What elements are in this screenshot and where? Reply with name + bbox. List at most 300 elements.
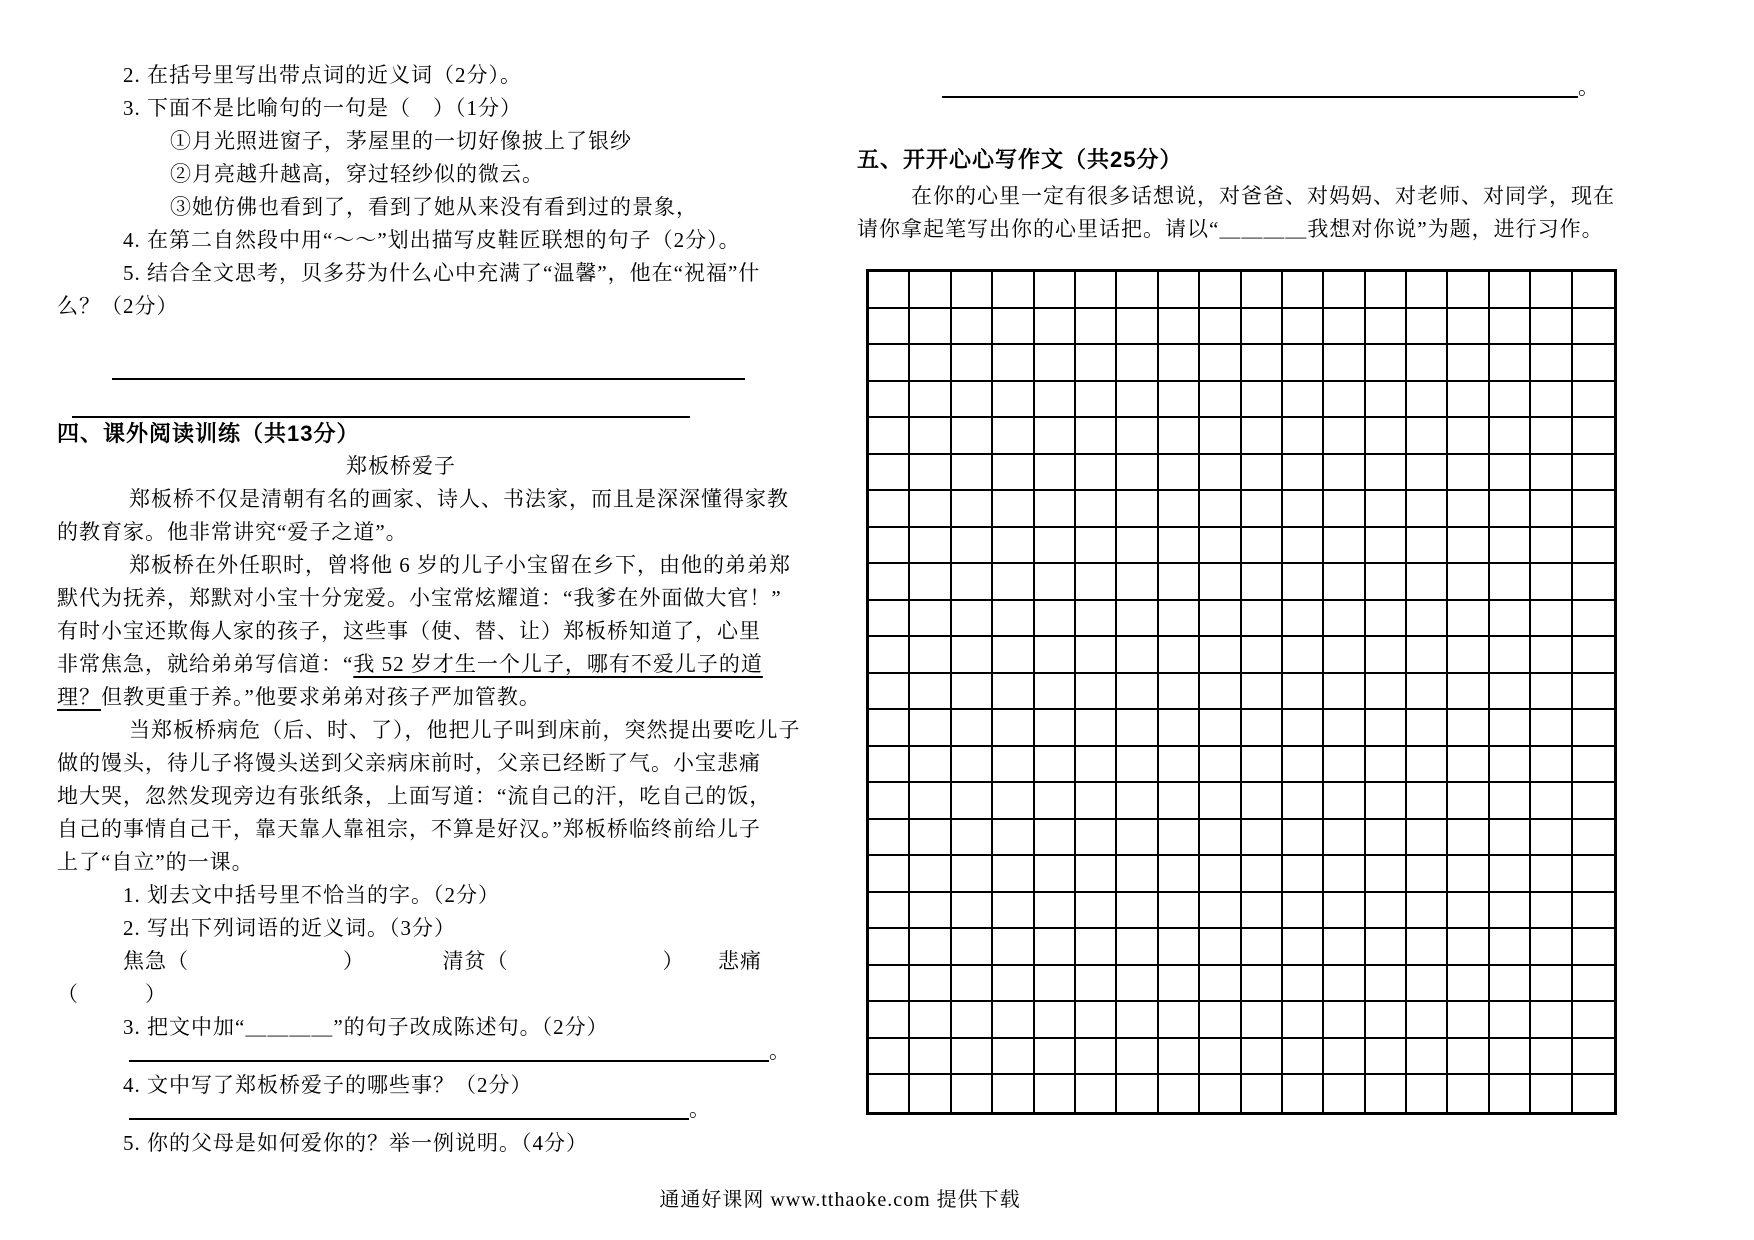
grid-cell: [910, 637, 951, 674]
grid-cell: [1324, 601, 1365, 638]
essay-instructions-line: 请你拿起笔写出你的心里话把。请以“＿＿＿＿我想对你说”为题，进行习作。: [857, 217, 1604, 241]
grid-cell: [1117, 345, 1158, 382]
grid-cell: [1448, 856, 1489, 893]
passage-line: [57, 684, 541, 711]
grid-cell: [1366, 418, 1407, 455]
grid-cell: [910, 601, 951, 638]
grid-cell: [1117, 1039, 1158, 1076]
grid-cell: [1283, 674, 1324, 711]
passage-line: 郑板桥不仅是清朝有名的画家、诗人、书法家，而且是深深懂得家教: [129, 487, 789, 511]
grid-cell: [1448, 564, 1489, 601]
grid-cell: [1531, 418, 1572, 455]
grid-cell: [1117, 820, 1158, 857]
grid-cell: [1117, 674, 1158, 711]
grid-cell: [1076, 528, 1117, 565]
grid-cell: [1407, 345, 1448, 382]
grid-cell: [1324, 455, 1365, 492]
grid-cell: [1159, 710, 1200, 747]
grid-cell: [869, 783, 910, 820]
passage-line: 上了“自立”的一课。: [57, 850, 254, 874]
grid-cell: [1117, 272, 1158, 309]
grid-cell: [1283, 564, 1324, 601]
grid-cell: [993, 820, 1034, 857]
grid-cell: [1035, 418, 1076, 455]
grid-cell: [952, 966, 993, 1003]
grid-cell: [1242, 455, 1283, 492]
grid-cell: [910, 455, 951, 492]
grid-cell: [910, 1039, 951, 1076]
grid-cell: [869, 674, 910, 711]
passage-text: 非常焦急，就给弟弟写信道：“: [57, 652, 354, 676]
grid-cell: [1159, 893, 1200, 930]
grid-cell: [1159, 637, 1200, 674]
grid-cell: [1448, 272, 1489, 309]
grid-cell: [1490, 1002, 1531, 1039]
grid-cell: [993, 309, 1034, 346]
grid-cell: [1076, 1039, 1117, 1076]
grid-cell: [1035, 601, 1076, 638]
grid-cell: [1242, 1039, 1283, 1076]
grid-cell: [910, 966, 951, 1003]
grid-cell: [1366, 783, 1407, 820]
grid-cell: [1283, 820, 1324, 857]
grid-cell: [1200, 1075, 1241, 1112]
grid-cell: [1448, 382, 1489, 419]
period-mark: 。: [1578, 75, 1599, 99]
grid-cell: [1035, 783, 1076, 820]
grid-cell: [1324, 637, 1365, 674]
grid-cell: [1448, 1002, 1489, 1039]
grid-cell: [1283, 345, 1324, 382]
grid-cell: [1242, 1002, 1283, 1039]
grid-cell: [1159, 1002, 1200, 1039]
grid-cell: [1035, 856, 1076, 893]
grid-cell: [1159, 1039, 1200, 1076]
grid-cell: [1076, 491, 1117, 528]
grid-cell: [1076, 856, 1117, 893]
grid-cell: [1200, 783, 1241, 820]
grid-cell: [993, 637, 1034, 674]
grid-cell: [1283, 382, 1324, 419]
grid-cell: [1573, 345, 1614, 382]
reading-question-5: 5. 你的父母是如何爱你的？举一例说明。（4分）: [123, 1131, 588, 1155]
grid-cell: [1324, 528, 1365, 565]
period-mark: 。: [689, 1097, 710, 1121]
grid-cell: [1324, 820, 1365, 857]
grid-cell: [910, 1075, 951, 1112]
grid-cell: [1283, 893, 1324, 930]
answer-blank-line: [72, 396, 690, 418]
grid-cell: [1448, 783, 1489, 820]
grid-cell: [910, 747, 951, 784]
grid-cell: [1324, 893, 1365, 930]
grid-cell: [1448, 1039, 1489, 1076]
grid-cell: [1573, 382, 1614, 419]
grid-cell: [1035, 747, 1076, 784]
grid-cell: [1366, 1075, 1407, 1112]
grid-cell: [1490, 893, 1531, 930]
grid-cell: [1117, 966, 1158, 1003]
grid-cell: [1448, 929, 1489, 966]
grid-cell: [869, 309, 910, 346]
grid-cell: [910, 674, 951, 711]
grid-cell: [993, 929, 1034, 966]
grid-cell: [1200, 710, 1241, 747]
grid-cell: [1531, 1039, 1572, 1076]
grid-cell: [1200, 382, 1241, 419]
grid-cell: [1200, 929, 1241, 966]
grid-cell: [1490, 272, 1531, 309]
grid-cell: [869, 528, 910, 565]
grid-cell: [952, 1002, 993, 1039]
passage-line: 默代为抚养，郑默对小宝十分宠爱。小宝常炫耀道：“我爹在外面做大官！”: [57, 586, 782, 610]
grid-cell: [1076, 966, 1117, 1003]
grid-cell: [1407, 309, 1448, 346]
grid-cell: [869, 966, 910, 1003]
grid-cell: [1573, 309, 1614, 346]
grid-cell: [1242, 637, 1283, 674]
grid-cell: [1324, 418, 1365, 455]
grid-cell: [952, 856, 993, 893]
grid-cell: [1159, 747, 1200, 784]
passage-line: 地大哭，忽然发现旁边有张纸条，上面写道：“流自己的汗，吃自己的饭，: [57, 784, 772, 808]
grid-cell: [869, 601, 910, 638]
grid-cell: [1407, 637, 1448, 674]
grid-cell: [1117, 528, 1158, 565]
grid-cell: [1159, 929, 1200, 966]
grid-cell: [1324, 710, 1365, 747]
grid-cell: [1490, 783, 1531, 820]
grid-cell: [1076, 382, 1117, 419]
grid-cell: [1366, 382, 1407, 419]
grid-cell: [1200, 272, 1241, 309]
grid-cell: [1407, 491, 1448, 528]
grid-cell: [1448, 418, 1489, 455]
grid-cell: [910, 528, 951, 565]
grid-cell: [1283, 966, 1324, 1003]
grid-cell: [993, 345, 1034, 382]
grid-cell: [1366, 1039, 1407, 1076]
grid-cell: [1407, 1002, 1448, 1039]
grid-cell: [1531, 345, 1572, 382]
grid-cell: [1200, 820, 1241, 857]
grid-cell: [1573, 783, 1614, 820]
underlined-passage-text: 理？: [57, 685, 101, 709]
grid-cell: [1159, 1075, 1200, 1112]
grid-cell: [1324, 1002, 1365, 1039]
grid-cell: [1324, 929, 1365, 966]
grid-cell: [1531, 747, 1572, 784]
passage-line: 郑板桥在外任职时，曾将他 6 岁的儿子小宝留在乡下，由他的弟弟郑: [129, 553, 791, 577]
grid-cell: [1531, 929, 1572, 966]
grid-cell: [1573, 929, 1614, 966]
grid-cell: [952, 491, 993, 528]
grid-cell: [1366, 966, 1407, 1003]
grid-cell: [1490, 564, 1531, 601]
grid-cell: [1366, 345, 1407, 382]
essay-grid: [866, 269, 1617, 1115]
grid-cell: [952, 564, 993, 601]
grid-cell: [1531, 710, 1572, 747]
grid-cell: [1573, 491, 1614, 528]
grid-cell: [1242, 710, 1283, 747]
grid-cell: [1573, 528, 1614, 565]
grid-cell: [1407, 674, 1448, 711]
grid-cell: [1283, 856, 1324, 893]
grid-cell: [1407, 820, 1448, 857]
grid-cell: [1531, 564, 1572, 601]
grid-cell: [1035, 564, 1076, 601]
grid-cell: [1283, 1002, 1324, 1039]
grid-cell: [1076, 1075, 1117, 1112]
grid-cell: [1242, 929, 1283, 966]
question-2-line: 2. 在括号里写出带点词的近义词（2分）。: [123, 63, 522, 87]
grid-cell: [1200, 564, 1241, 601]
grid-cell: [1159, 528, 1200, 565]
grid-cell: [1366, 710, 1407, 747]
grid-cell: [1573, 601, 1614, 638]
grid-cell: [1407, 418, 1448, 455]
grid-cell: [1490, 1075, 1531, 1112]
grid-cell: [1117, 856, 1158, 893]
grid-cell: [1490, 345, 1531, 382]
grid-cell: [1283, 1075, 1324, 1112]
grid-cell: [1407, 1039, 1448, 1076]
grid-cell: [1117, 710, 1158, 747]
grid-cell: [1117, 747, 1158, 784]
answer-blank-line: [129, 1098, 710, 1120]
grid-cell: [1448, 893, 1489, 930]
synonym-blanks-line: 焦急（ ） 清贫（ ） 悲痛: [123, 949, 762, 973]
grid-cell: [1159, 966, 1200, 1003]
grid-cell: [1035, 1002, 1076, 1039]
grid-cell: [1283, 455, 1324, 492]
grid-cell: [1076, 637, 1117, 674]
grid-cell: [1076, 1002, 1117, 1039]
grid-cell: [1490, 929, 1531, 966]
grid-cell: [1242, 491, 1283, 528]
grid-cell: [1242, 309, 1283, 346]
grid-cell: [952, 893, 993, 930]
grid-cell: [910, 382, 951, 419]
grid-cell: [1366, 893, 1407, 930]
section-4-heading: 四、课外阅读训练（共13分）: [57, 421, 360, 446]
grid-cell: [1448, 820, 1489, 857]
grid-cell: [952, 309, 993, 346]
grid-cell: [1573, 1075, 1614, 1112]
grid-cell: [1407, 601, 1448, 638]
grid-cell: [952, 418, 993, 455]
grid-cell: [1324, 966, 1365, 1003]
grid-cell: [1531, 272, 1572, 309]
grid-cell: [1242, 272, 1283, 309]
grid-cell: [869, 418, 910, 455]
option-line-1: ①月光照进窗子，茅屋里的一切好像披上了银纱: [170, 129, 632, 153]
grid-cell: [993, 1002, 1034, 1039]
grid-cell: [1366, 272, 1407, 309]
passage-line: [57, 651, 763, 678]
grid-cell: [1490, 820, 1531, 857]
grid-cell: [1573, 674, 1614, 711]
grid-cell: [1531, 893, 1572, 930]
grid-cell: [1573, 637, 1614, 674]
grid-cell: [952, 929, 993, 966]
grid-cell: [910, 893, 951, 930]
grid-cell: [993, 418, 1034, 455]
grid-cell: [869, 345, 910, 382]
grid-cell: [1035, 966, 1076, 1003]
grid-cell: [1035, 674, 1076, 711]
grid-cell: [1448, 966, 1489, 1003]
grid-cell: [1035, 929, 1076, 966]
grid-cell: [1490, 637, 1531, 674]
grid-cell: [1407, 1075, 1448, 1112]
grid-cell: [1490, 966, 1531, 1003]
grid-cell: [1076, 929, 1117, 966]
grid-cell: [1117, 455, 1158, 492]
grid-cell: [1490, 382, 1531, 419]
grid-cell: [1159, 382, 1200, 419]
grid-cell: [1200, 747, 1241, 784]
grid-cell: [1283, 418, 1324, 455]
grid-cell: [1117, 601, 1158, 638]
grid-cell: [1366, 820, 1407, 857]
grid-cell: [1531, 637, 1572, 674]
grid-cell: [1531, 1075, 1572, 1112]
synonym-blanks-line2: （ ）: [57, 982, 167, 1006]
grid-cell: [1324, 783, 1365, 820]
grid-cell: [1159, 491, 1200, 528]
grid-cell: [1531, 820, 1572, 857]
grid-cell: [869, 1075, 910, 1112]
grid-cell: [869, 564, 910, 601]
grid-cell: [1531, 528, 1572, 565]
grid-cell: [1035, 637, 1076, 674]
grid-cell: [1407, 929, 1448, 966]
grid-cell: [1076, 345, 1117, 382]
grid-cell: [1407, 710, 1448, 747]
question-5-line2: 么？（2分）: [57, 294, 179, 318]
grid-cell: [910, 272, 951, 309]
grid-cell: [952, 272, 993, 309]
grid-cell: [993, 710, 1034, 747]
grid-cell: [1117, 893, 1158, 930]
grid-cell: [952, 528, 993, 565]
grid-cell: [1531, 491, 1572, 528]
grid-cell: [1366, 637, 1407, 674]
grid-cell: [1283, 1039, 1324, 1076]
grid-cell: [1324, 1075, 1365, 1112]
grid-cell: [1448, 455, 1489, 492]
grid-cell: [993, 856, 1034, 893]
grid-cell: [1242, 601, 1283, 638]
grid-cell: [1573, 893, 1614, 930]
reading-question-1: 1. 划去文中括号里不恰当的字。（2分）: [123, 883, 500, 907]
grid-cell: [1242, 820, 1283, 857]
grid-cell: [1200, 309, 1241, 346]
grid-cell: [952, 747, 993, 784]
grid-cell: [1283, 491, 1324, 528]
grid-cell: [869, 820, 910, 857]
grid-cell: [993, 1039, 1034, 1076]
grid-cell: [1531, 1002, 1572, 1039]
grid-cell: [993, 491, 1034, 528]
grid-cell: [1200, 418, 1241, 455]
grid-cell: [1200, 893, 1241, 930]
grid-cell: [1283, 309, 1324, 346]
grid-cell: [869, 382, 910, 419]
grid-cell: [993, 455, 1034, 492]
grid-cell: [1035, 382, 1076, 419]
grid-cell: [1117, 1075, 1158, 1112]
grid-cell: [1448, 309, 1489, 346]
grid-cell: [1448, 528, 1489, 565]
grid-cell: [1076, 455, 1117, 492]
grid-cell: [1159, 601, 1200, 638]
grid-cell: [1283, 272, 1324, 309]
grid-cell: [1490, 747, 1531, 784]
grid-cell: [1448, 710, 1489, 747]
grid-cell: [1366, 856, 1407, 893]
grid-cell: [1076, 272, 1117, 309]
passage-title: 郑板桥爱子: [346, 454, 456, 478]
grid-cell: [1407, 856, 1448, 893]
grid-cell: [993, 893, 1034, 930]
grid-cell: [1242, 528, 1283, 565]
grid-cell: [952, 710, 993, 747]
grid-cell: [1573, 1039, 1614, 1076]
grid-cell: [952, 637, 993, 674]
grid-cell: [1324, 856, 1365, 893]
grid-cell: [1324, 674, 1365, 711]
grid-cell: [1117, 783, 1158, 820]
grid-cell: [1035, 710, 1076, 747]
grid-cell: [910, 710, 951, 747]
grid-cell: [869, 1002, 910, 1039]
grid-cell: [1490, 418, 1531, 455]
grid-cell: [1200, 345, 1241, 382]
grid-cell: [1035, 455, 1076, 492]
grid-cell: [1076, 418, 1117, 455]
grid-cell: [1490, 674, 1531, 711]
grid-cell: [1076, 747, 1117, 784]
grid-cell: [1573, 710, 1614, 747]
grid-cell: [1242, 783, 1283, 820]
grid-cell: [910, 418, 951, 455]
grid-cell: [1448, 747, 1489, 784]
grid-cell: [1283, 637, 1324, 674]
grid-cell: [1490, 491, 1531, 528]
grid-cell: [1448, 601, 1489, 638]
grid-cell: [993, 382, 1034, 419]
grid-cell: [1573, 272, 1614, 309]
grid-cell: [1573, 564, 1614, 601]
grid-cell: [993, 674, 1034, 711]
passage-text: 但教更重于养。”他要求弟弟对孩子严加管教。: [101, 685, 541, 709]
section-5-heading: 五、开开心心写作文（共25分）: [857, 147, 1183, 172]
grid-cell: [1242, 1075, 1283, 1112]
grid-cell: [1242, 418, 1283, 455]
grid-cell: [1283, 710, 1324, 747]
grid-cell: [869, 747, 910, 784]
grid-cell: [910, 856, 951, 893]
grid-cell: [1200, 528, 1241, 565]
grid-cell: [952, 382, 993, 419]
reading-question-2: 2. 写出下列词语的近义词。（3分）: [123, 916, 456, 940]
grid-cell: [910, 1002, 951, 1039]
grid-cell: [1117, 382, 1158, 419]
grid-cell: [1159, 309, 1200, 346]
